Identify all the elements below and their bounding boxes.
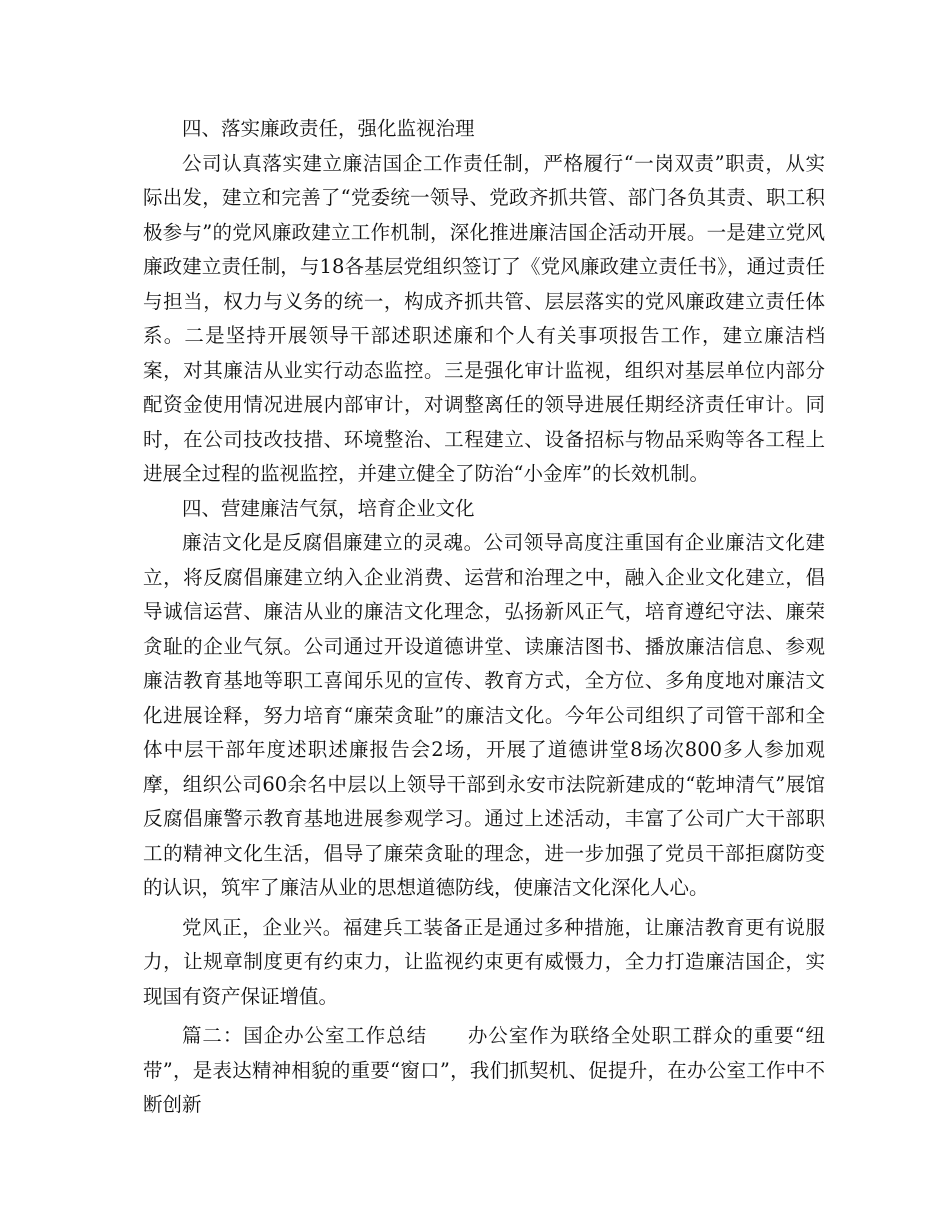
paragraph-culture: 廉洁文化是反腐倡廉建立的灵魂。公司领导高度注重国有企业廉洁文化建立，将反腐倡廉建立纳入企业消费、运营和治理之中，融入企业文化建立，倡导诚信运营、廉洁从业的廉洁文化理念，弘扬新风正气，培育遵纪守法、廉荣贪耻的企业气氛。公司通过开设道德讲堂、读廉洁图书、播放廉洁信息、参观廉洁教育基地等职工喜闻乐见的宣传、教育方式，全方位、多角度地对廉洁文化进展诠释，努力培育“廉荣贪耻”的廉洁文化。今年公司组织了司管干部和全体中层干部年度述职述廉报告会2场，开展了道德讲堂8场次800多人参加观摩，组织公司60余名中层以上领导干部到永安市法院新建成的“乾坤清气”展馆反腐倡廉警示教育基地进展参观学习。通过上述活动，丰富了公司广大干部职工的精神文化生活，倡导了廉荣贪耻的理念，进一步加强了党员干部拒腐防变的认识，筑牢了廉洁从业的思想道德防线，使廉洁文化深化人心。	[143, 531, 825, 899]
section-heading-culture: 四、营建廉洁气氛，培育企业文化	[182, 496, 475, 520]
paragraph-responsibility: 公司认真落实建立廉洁国企工作责任制，严格履行“一岗双责”职责，从实际出发，建立和完善了“党委统一领导、党政齐抓共管、部门各负其责、职工积极参与”的党风廉政建立工作机制，深化推进廉洁国企活动开展。一是建立党风廉政建立责任制，与18各基层党组织签订了《党风廉政建立责任书》，通过责任与担当，权力与义务的统一，构成齐抓共管、层层落实的党风廉政建立责任体系。二是坚持开展领导干部述职述廉和个人有关事项报告工作，建立廉洁档案，对其廉洁从业实行动态监控。三是强化审计监视，组织对基层单位内部分配资金使用情况进展内部审计，对调整离任的领导进展任期经济责任审计。同时，在公司技改技措、环境整治、工程建立、设备招标与物品采购等各工程上进展全过程的监视监控，并建立健全了防治“小金库”的长效机制。	[143, 151, 825, 485]
paragraph-part-two: 篇二：国企办公室工作总结 办公室作为联络全处职工群众的重要“纽带”，是表达精神相貌的重要“窗口”，我们抓契机、促提升，在办公室工作中不断创新	[143, 1024, 825, 1116]
document-body	[143, 112, 825, 1123]
paragraph-conclusion: 党风正，企业兴。福建兵工装备正是通过多种措施，让廉洁教育更有说服力，让规章制度更有约束力，让监视约束更有威慑力，全力打造廉洁国企，实现国有资产保证增值。	[143, 915, 825, 1008]
section-heading-responsibility: 四、落实廉政责任，强化监视治理	[182, 117, 475, 140]
